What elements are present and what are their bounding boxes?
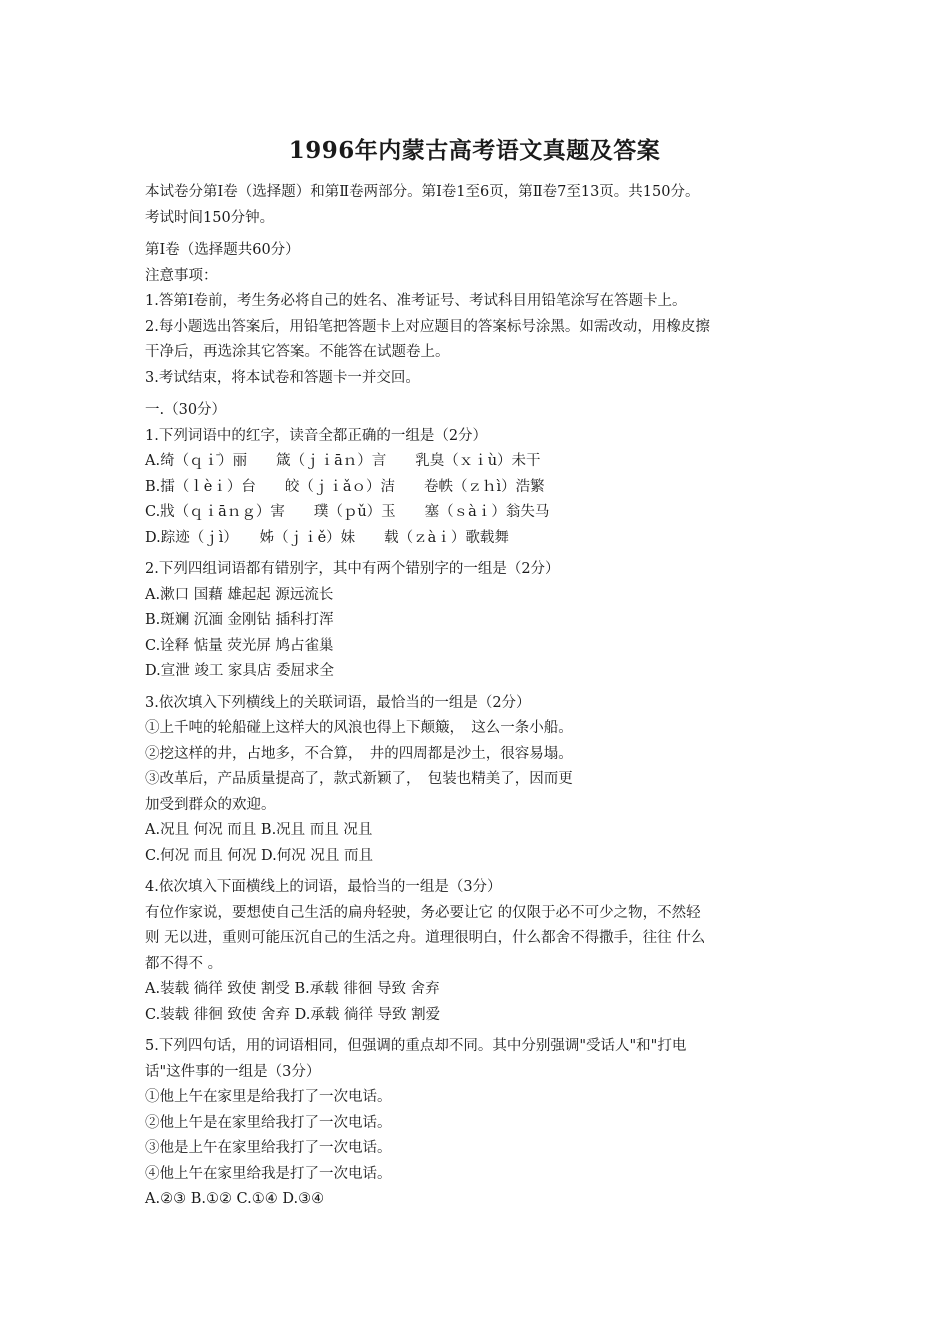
note-line: 干净后，再选涂其它答案。不能答在试题卷上。 [145, 344, 450, 360]
question-text: ②挖这样的井，占地多，不合算， 井的四周都是沙土，很容易塌。 [145, 745, 573, 762]
question-option: B.斑斓 沉湎 金刚钻 插科打浑 [145, 612, 334, 628]
question-option: A.漱口 国藉 雄起起 源远流长 [145, 586, 334, 603]
question-stem: 5.下列四句话，用的词语相同，但强调的重点却不同。其中分别强调"受话人"和"打电 [145, 1038, 687, 1054]
question-stem: 2.下列四组词语都有错别字，其中有两个错别字的一组是（2分） [145, 561, 560, 577]
question-text: ①上千吨的轮船碰上这样大的风浪也得上下颠簸， 这么一条小船。 [145, 720, 573, 736]
question-text: ②他上午是在家里给我打了一次电话。 [145, 1114, 392, 1131]
question-option: C.何况 而且 何况 D.何况 况且 而且 [145, 847, 373, 864]
note-line: 1.答第Ⅰ卷前，考生务必将自己的姓名、准考证号、考试科目用铅笔涂写在答题卡上。 [145, 293, 687, 309]
document-body [145, 180, 835, 1213]
question-text: 加受到群众的欢迎。 [145, 796, 276, 813]
question-stem: 1.下列词语中的红字，读音全都正确的一组是（2分） [145, 427, 488, 444]
question-option: A.装载 徜徉 致使 割受 B.承载 徘徊 导致 舍弃 [145, 981, 440, 997]
note-line: 3.考试结束，将本试卷和答题卡一并交回。 [145, 369, 420, 386]
question-option: A.况且 何况 而且 B.况且 而且 况且 [145, 822, 373, 838]
question-option: B.擂（ｌèｉ）台 皎（ｊｉǎｏ）洁 卷帙（ｚｈì）浩繁 [145, 478, 545, 495]
question-option: C.戕（ｑｉāｎｇ）害 璞（ｐǔ）玉 塞（ｓàｉ）翁失马 [145, 504, 550, 520]
question-option: A.②③ B.①② C.①④ D.③④ [145, 1191, 325, 1207]
question-option: C.诠释 惦量 荧光屏 鸠占雀巢 [145, 637, 334, 654]
question-5 [145, 1034, 835, 1213]
question-option: D.踪迹（ｊì） 姊（ｊｉě）妹 载（ｚàｉ）歌载舞 [145, 529, 509, 546]
intro-line: 本试卷分第Ⅰ卷（选择题）和第Ⅱ卷两部分。第Ⅰ卷1至6页，第Ⅱ卷7至13页。共150分。 [145, 184, 700, 200]
part-heading: 一.（30分） [145, 402, 227, 418]
question-option: C.装载 徘徊 致使 舍弃 D.承载 徜徉 导致 割爱 [145, 1006, 441, 1023]
question-2 [145, 557, 835, 685]
question-text: ③改革后，产品质量提高了，款式新颖了， 包装也精美了，因而更 [145, 771, 573, 787]
question-stem: 话"这件事的一组是（3分） [145, 1063, 321, 1080]
note-line: 2.每小题选出答案后，用铅笔把答题卡上对应题目的答案标号涂黑。如需改动，用橡皮擦 [145, 318, 710, 335]
question-text: ③他是上午在家里给我打了一次电话。 [145, 1140, 392, 1156]
document-title: 1996年内蒙古高考语文真题及答案 [288, 137, 661, 164]
intro-line: 考试时间150分钟。 [145, 209, 275, 226]
question-1 [145, 424, 835, 552]
question-text: ④他上午在家里给我是打了一次电话。 [145, 1165, 392, 1182]
question-stem: 3.依次填入下列横线上的关联词语，最恰当的一组是（2分） [145, 694, 531, 711]
question-option: D.宣泄 竣工 家具店 委屈求全 [145, 663, 335, 679]
notes-heading: 注意事项： [145, 267, 218, 284]
question-text: ①他上午在家里是给我打了一次电话。 [145, 1089, 392, 1105]
question-3 [145, 691, 835, 870]
question-text: 则 无以进，重则可能压沉自己的生活之舟。道理很明白，什么都舍不得撒手，往往 什么 [145, 930, 706, 946]
section-heading: 第Ⅰ卷（选择题共60分） [145, 242, 300, 258]
question-stem: 4.依次填入下面横线上的词语，最恰当的一组是（3分） [145, 879, 502, 895]
question-text: 有位作家说，要想使自己生活的扁舟轻驶，务必要让它 的仅限于必不可少之物，不然轻 [145, 904, 701, 921]
section-1 [145, 238, 835, 391]
intro [145, 180, 835, 231]
question-4 [145, 875, 835, 1028]
question-text: 都不得不 。 [145, 955, 223, 972]
question-option: A.绮（ｑｉ̄）丽 箴（ｊｉāｎ）言 乳臭（ｘｉù）未干 [145, 453, 541, 469]
